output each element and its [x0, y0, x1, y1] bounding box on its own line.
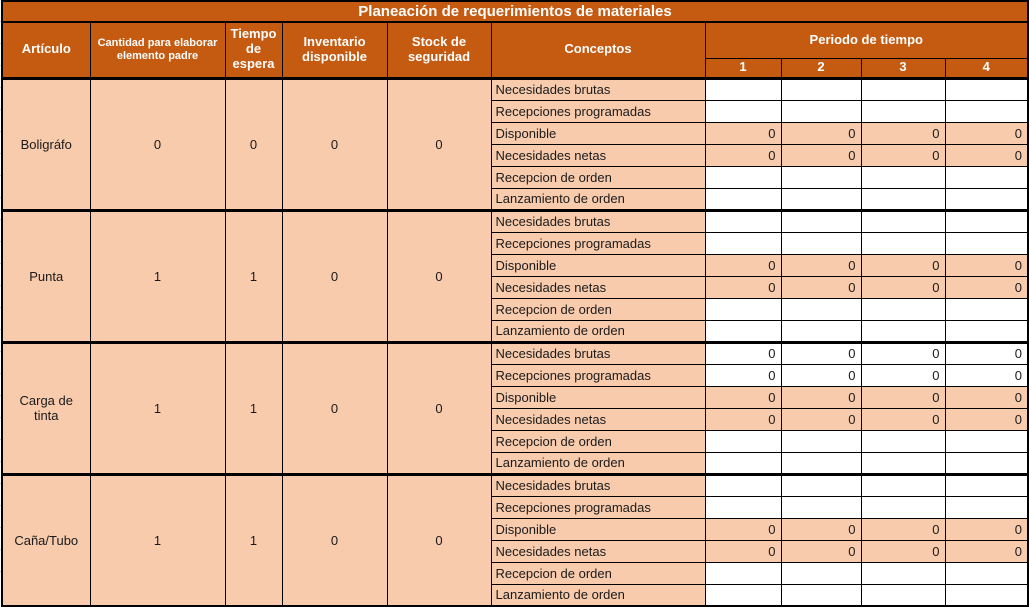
- period-value-cell[interactable]: [861, 584, 945, 606]
- period-value-cell[interactable]: [945, 298, 1028, 320]
- period-value-cell[interactable]: [945, 584, 1028, 606]
- period-value-cell[interactable]: [861, 430, 945, 452]
- period-value-cell[interactable]: [705, 474, 781, 496]
- stock-value-cell[interactable]: 0: [387, 78, 491, 210]
- period-value-cell[interactable]: [861, 298, 945, 320]
- table-row: [2, 474, 1028, 496]
- period-value-cell[interactable]: 0: [861, 408, 945, 430]
- table-row: [2, 210, 1028, 232]
- period-value-cell[interactable]: [945, 188, 1028, 210]
- period-value-cell[interactable]: 0: [781, 540, 861, 562]
- table-body: [2, 78, 1028, 606]
- concept-label: Disponible: [491, 386, 705, 408]
- tiempo-value-cell[interactable]: 1: [225, 342, 282, 474]
- period-value-cell[interactable]: [781, 496, 861, 518]
- period-value-cell[interactable]: [781, 584, 861, 606]
- period-value-cell[interactable]: 0: [781, 342, 861, 364]
- period-value-cell[interactable]: 0: [705, 122, 781, 144]
- period-value-cell[interactable]: 0: [705, 144, 781, 166]
- cantidad-value-cell[interactable]: 0: [90, 78, 225, 210]
- period-header-4: 4: [945, 58, 1028, 78]
- period-value-cell[interactable]: 0: [781, 386, 861, 408]
- period-header-1: 1: [705, 58, 781, 78]
- article-cell[interactable]: Carga de tinta: [2, 342, 90, 474]
- period-value-cell[interactable]: [705, 166, 781, 188]
- period-value-cell[interactable]: 0: [945, 518, 1028, 540]
- period-value-cell[interactable]: 0: [781, 518, 861, 540]
- concept-label: Recepcion de orden: [491, 430, 705, 452]
- period-value-cell[interactable]: [945, 474, 1028, 496]
- tiempo-value-cell[interactable]: 1: [225, 210, 282, 342]
- period-value-cell[interactable]: [705, 210, 781, 232]
- period-value-cell[interactable]: [705, 452, 781, 474]
- period-value-cell[interactable]: [781, 452, 861, 474]
- period-value-cell[interactable]: 0: [781, 364, 861, 386]
- period-value-cell[interactable]: 0: [781, 144, 861, 166]
- concept-label: Necesidades netas: [491, 408, 705, 430]
- concept-label: Lanzamiento de orden: [491, 584, 705, 606]
- cantidad-value-cell[interactable]: 1: [90, 210, 225, 342]
- period-value-cell[interactable]: [861, 474, 945, 496]
- period-value-cell[interactable]: [705, 584, 781, 606]
- period-value-cell[interactable]: 0: [861, 364, 945, 386]
- concept-label: Necesidades brutas: [491, 78, 705, 100]
- period-value-cell[interactable]: [781, 320, 861, 342]
- period-value-cell[interactable]: [945, 496, 1028, 518]
- period-value-cell[interactable]: 0: [945, 144, 1028, 166]
- period-value-cell[interactable]: 0: [705, 408, 781, 430]
- period-value-cell[interactable]: [781, 78, 861, 100]
- period-value-cell[interactable]: 0: [705, 386, 781, 408]
- period-value-cell[interactable]: [945, 210, 1028, 232]
- concept-label: Recepciones programadas: [491, 364, 705, 386]
- cantidad-value-cell[interactable]: 1: [90, 474, 225, 606]
- col-header-periodo: Periodo de tiempo: [705, 22, 1028, 58]
- period-value-cell[interactable]: [861, 100, 945, 122]
- period-value-cell[interactable]: 0: [705, 540, 781, 562]
- concept-label: Necesidades netas: [491, 540, 705, 562]
- col-header-stock: Stock de seguridad: [387, 22, 491, 78]
- period-value-cell[interactable]: [705, 188, 781, 210]
- concept-label: Necesidades brutas: [491, 210, 705, 232]
- period-value-cell[interactable]: 0: [705, 518, 781, 540]
- period-value-cell[interactable]: 0: [861, 276, 945, 298]
- period-value-cell[interactable]: [705, 298, 781, 320]
- concept-label: Recepciones programadas: [491, 100, 705, 122]
- period-value-cell[interactable]: [861, 496, 945, 518]
- period-value-cell[interactable]: [945, 232, 1028, 254]
- concept-label: Recepcion de orden: [491, 298, 705, 320]
- period-value-cell[interactable]: [861, 210, 945, 232]
- period-value-cell[interactable]: 0: [781, 276, 861, 298]
- period-value-cell[interactable]: [945, 100, 1028, 122]
- col-header-inventario: Inventario disponible: [282, 22, 387, 78]
- period-value-cell[interactable]: 0: [705, 254, 781, 276]
- period-value-cell[interactable]: [705, 430, 781, 452]
- period-value-cell[interactable]: [861, 562, 945, 584]
- concept-label: Lanzamiento de orden: [491, 452, 705, 474]
- period-value-cell[interactable]: 0: [705, 364, 781, 386]
- period-value-cell[interactable]: [781, 188, 861, 210]
- period-value-cell[interactable]: 0: [945, 254, 1028, 276]
- period-value-cell[interactable]: [705, 100, 781, 122]
- period-value-cell[interactable]: 0: [861, 144, 945, 166]
- inventario-value-cell[interactable]: 0: [282, 78, 387, 210]
- concept-label: Necesidades netas: [491, 144, 705, 166]
- period-value-cell[interactable]: 0: [781, 122, 861, 144]
- period-value-cell[interactable]: [781, 232, 861, 254]
- concept-label: Necesidades netas: [491, 276, 705, 298]
- period-value-cell[interactable]: 0: [945, 342, 1028, 364]
- mrp-table: [1, 0, 1029, 607]
- stock-value-cell[interactable]: 0: [387, 342, 491, 474]
- period-value-cell[interactable]: 0: [861, 386, 945, 408]
- period-value-cell[interactable]: [945, 562, 1028, 584]
- period-value-cell[interactable]: [781, 474, 861, 496]
- period-value-cell[interactable]: 0: [781, 408, 861, 430]
- period-value-cell[interactable]: 0: [945, 386, 1028, 408]
- concept-label: Recepciones programadas: [491, 232, 705, 254]
- period-value-cell[interactable]: 0: [705, 342, 781, 364]
- period-value-cell[interactable]: [781, 562, 861, 584]
- period-value-cell[interactable]: 0: [861, 254, 945, 276]
- article-cell[interactable]: Boligráfo: [2, 78, 90, 210]
- concept-label: Disponible: [491, 122, 705, 144]
- period-value-cell[interactable]: 0: [945, 276, 1028, 298]
- concept-label: Necesidades brutas: [491, 474, 705, 496]
- period-value-cell[interactable]: [861, 320, 945, 342]
- period-header-3: 3: [861, 58, 945, 78]
- period-value-cell[interactable]: [705, 562, 781, 584]
- period-value-cell[interactable]: [781, 100, 861, 122]
- tiempo-value-cell[interactable]: 1: [225, 474, 282, 606]
- period-value-cell[interactable]: 0: [861, 518, 945, 540]
- period-value-cell[interactable]: [781, 430, 861, 452]
- inventario-value-cell[interactable]: 0: [282, 342, 387, 474]
- period-value-cell[interactable]: 0: [945, 408, 1028, 430]
- tiempo-value-cell[interactable]: 0: [225, 78, 282, 210]
- period-value-cell[interactable]: [945, 166, 1028, 188]
- period-value-cell[interactable]: 0: [945, 540, 1028, 562]
- period-value-cell[interactable]: 0: [781, 254, 861, 276]
- concept-label: Lanzamiento de orden: [491, 188, 705, 210]
- title-row: [2, 1, 1028, 22]
- col-header-conceptos: Conceptos: [491, 22, 705, 78]
- period-value-cell[interactable]: [945, 78, 1028, 100]
- article-cell[interactable]: Caña/Tubo: [2, 474, 90, 606]
- concept-label: Recepcion de orden: [491, 166, 705, 188]
- period-value-cell[interactable]: [705, 78, 781, 100]
- col-header-cantidad: Cantidad para elaborar elemento padre: [90, 22, 225, 78]
- concept-label: Lanzamiento de orden: [491, 320, 705, 342]
- period-value-cell[interactable]: [945, 320, 1028, 342]
- period-value-cell[interactable]: [861, 232, 945, 254]
- table-row: [2, 78, 1028, 100]
- period-value-cell[interactable]: 0: [861, 540, 945, 562]
- stock-value-cell[interactable]: 0: [387, 210, 491, 342]
- period-value-cell[interactable]: [861, 78, 945, 100]
- period-header-2: 2: [781, 58, 861, 78]
- period-value-cell[interactable]: [705, 320, 781, 342]
- period-value-cell[interactable]: [861, 188, 945, 210]
- period-value-cell[interactable]: 0: [861, 342, 945, 364]
- period-value-cell[interactable]: [861, 452, 945, 474]
- stock-value-cell[interactable]: 0: [387, 474, 491, 606]
- period-value-cell[interactable]: [705, 496, 781, 518]
- article-cell[interactable]: Punta: [2, 210, 90, 342]
- period-value-cell[interactable]: 0: [945, 122, 1028, 144]
- col-header-articulo: Artículo: [2, 22, 90, 78]
- page-title: Planeación de requerimientos de materiales: [2, 1, 1028, 22]
- concept-label: Disponible: [491, 254, 705, 276]
- period-value-cell[interactable]: 0: [705, 276, 781, 298]
- period-value-cell[interactable]: 0: [945, 364, 1028, 386]
- col-header-tiempo: Tiempo de espera: [225, 22, 282, 78]
- period-value-cell[interactable]: [705, 232, 781, 254]
- cantidad-value-cell[interactable]: 1: [90, 342, 225, 474]
- period-value-cell[interactable]: [781, 210, 861, 232]
- period-value-cell[interactable]: 0: [861, 122, 945, 144]
- period-value-cell[interactable]: [945, 430, 1028, 452]
- period-value-cell[interactable]: [945, 452, 1028, 474]
- concept-label: Disponible: [491, 518, 705, 540]
- period-value-cell[interactable]: [781, 166, 861, 188]
- concept-label: Recepciones programadas: [491, 496, 705, 518]
- concept-label: Necesidades brutas: [491, 342, 705, 364]
- inventario-value-cell[interactable]: 0: [282, 210, 387, 342]
- header-row: [2, 22, 1028, 58]
- concept-label: Recepcion de orden: [491, 562, 705, 584]
- table-row: [2, 342, 1028, 364]
- period-value-cell[interactable]: [861, 166, 945, 188]
- period-value-cell[interactable]: [781, 298, 861, 320]
- inventario-value-cell[interactable]: 0: [282, 474, 387, 606]
